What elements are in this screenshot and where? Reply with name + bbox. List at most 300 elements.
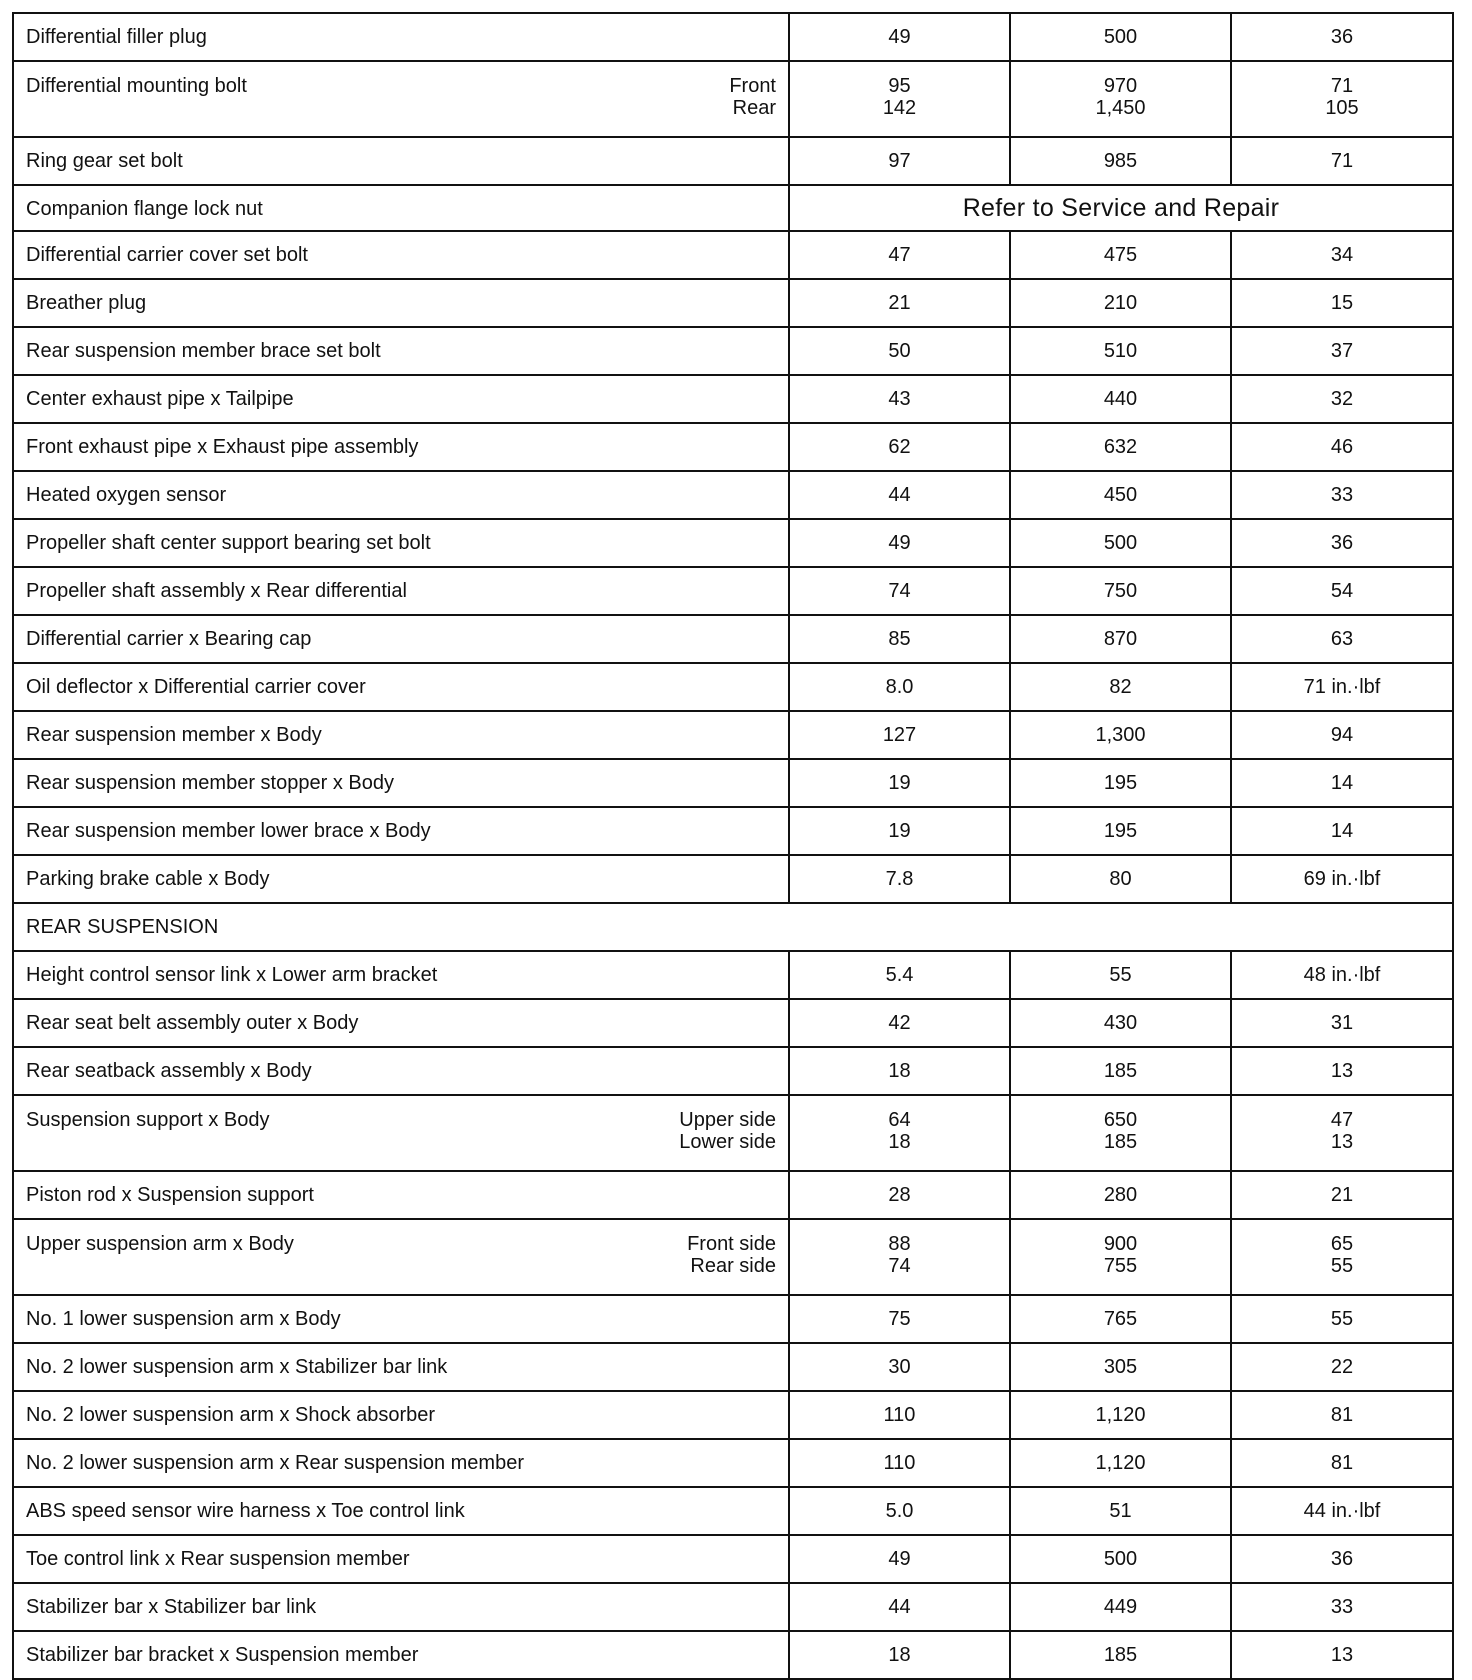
torque-value: 110 (883, 1404, 916, 1426)
description-cell (13, 1095, 789, 1171)
torque-nm-cell (789, 519, 1010, 567)
torque-value: 440 (1103, 388, 1138, 410)
torque-value: 63 (1330, 628, 1354, 650)
torque-nm-cell (789, 1095, 1010, 1171)
torque-value: 305 (1103, 1356, 1138, 1378)
torque-nm-cell (789, 375, 1010, 423)
description-wrapper (14, 14, 788, 60)
torque-value: 15 (1330, 292, 1354, 314)
torque-value: 28 (888, 1184, 911, 1206)
torque-value: 105 (1325, 97, 1359, 119)
torque-kgf-cm-cell (1010, 1219, 1231, 1295)
component-name: No. 1 lower suspension arm x Body (26, 1308, 341, 1330)
torque-value: 44 (888, 484, 911, 506)
torque-kgf-cm-cell (1010, 615, 1231, 663)
component-name: Rear suspension member lower brace x Body (26, 820, 431, 842)
component-name: Differential carrier cover set bolt (26, 244, 308, 266)
component-name: Propeller shaft assembly x Rear differential (26, 580, 407, 602)
description-wrapper (14, 760, 788, 806)
description-wrapper (14, 1584, 788, 1630)
torque-kgf-cm-cell (1010, 663, 1231, 711)
torque-ft-lbf-cell (1231, 807, 1453, 855)
component-name: ABS speed sensor wire harness x Toe control link (26, 1500, 465, 1522)
torque-value: 30 (888, 1356, 911, 1378)
torque-value: 280 (1103, 1184, 1138, 1206)
description-cell (13, 663, 789, 711)
torque-ft-lbf-cell (1231, 279, 1453, 327)
component-name: Front exhaust pipe x Exhaust pipe assembly (26, 436, 419, 458)
torque-value: 31 (1330, 1012, 1354, 1034)
position-label: Upper side (679, 1109, 776, 1131)
torque-value: 88 (888, 1233, 911, 1255)
table-row (13, 1487, 1453, 1535)
torque-value: 64 (888, 1109, 911, 1131)
torque-ft-lbf-cell (1231, 231, 1453, 279)
component-name: No. 2 lower suspension arm x Rear suspension member (26, 1452, 524, 1474)
torque-value: 42 (888, 1012, 911, 1034)
torque-value: 33 (1330, 1596, 1354, 1618)
torque-value: 37 (1330, 340, 1354, 362)
torque-nm-cell (789, 279, 1010, 327)
torque-value: 500 (1103, 26, 1138, 48)
component-name: No. 2 lower suspension arm x Stabilizer bar link (26, 1356, 448, 1378)
torque-value: 18 (888, 1131, 911, 1153)
torque-kgf-cm-cell (1010, 807, 1231, 855)
torque-nm-cell (789, 471, 1010, 519)
torque-nm-cell (789, 1391, 1010, 1439)
description-wrapper (14, 1048, 788, 1094)
component-name: Rear suspension member stopper x Body (26, 772, 394, 794)
component-name: No. 2 lower suspension arm x Shock absorber (26, 1404, 436, 1426)
torque-value: 870 (1103, 628, 1138, 650)
torque-value: 71 in.·lbf (1303, 676, 1381, 698)
torque-value: 74 (888, 580, 911, 602)
description-cell (13, 375, 789, 423)
component-name: Piston rod x Suspension support (26, 1184, 314, 1206)
torque-value: 13 (1330, 1131, 1354, 1153)
torque-kgf-cm-cell (1010, 759, 1231, 807)
description-cell (13, 1219, 789, 1295)
torque-nm-cell (789, 663, 1010, 711)
torque-kgf-cm-cell (1010, 471, 1231, 519)
position-label: Front side (687, 1233, 776, 1255)
description-cell (13, 1631, 789, 1679)
torque-value: 510 (1103, 340, 1138, 362)
description-wrapper (14, 424, 788, 470)
description-cell (13, 279, 789, 327)
description-cell (13, 567, 789, 615)
description-cell (13, 951, 789, 999)
torque-ft-lbf-cell (1231, 1391, 1453, 1439)
torque-nm-cell (789, 327, 1010, 375)
description-cell (13, 327, 789, 375)
table-row (13, 711, 1453, 759)
table-row (13, 471, 1453, 519)
description-wrapper (14, 1488, 788, 1534)
table-row (13, 519, 1453, 567)
torque-value: 81 (1330, 1404, 1354, 1426)
torque-kgf-cm-cell (1010, 951, 1231, 999)
table-row (13, 185, 1453, 231)
torque-ft-lbf-cell (1231, 1535, 1453, 1583)
torque-kgf-cm-cell (1010, 567, 1231, 615)
torque-value: 85 (888, 628, 911, 650)
torque-nm-cell (789, 855, 1010, 903)
torque-nm-cell (789, 61, 1010, 137)
description-wrapper (14, 232, 788, 278)
position-label: Rear side (690, 1255, 776, 1277)
torque-kgf-cm-cell (1010, 231, 1231, 279)
table-row (13, 375, 1453, 423)
table-row (13, 999, 1453, 1047)
description-wrapper (14, 280, 788, 326)
torque-value: 500 (1103, 1548, 1138, 1570)
description-wrapper (14, 952, 788, 998)
torque-value: 94 (1330, 724, 1354, 746)
torque-nm-cell (789, 567, 1010, 615)
torque-nm-cell (789, 137, 1010, 185)
torque-kgf-cm-cell (1010, 1439, 1231, 1487)
torque-value: 985 (1103, 150, 1138, 172)
torque-spec-table (12, 12, 1454, 1680)
torque-nm-cell (789, 1631, 1010, 1679)
torque-value: 185 (1103, 1060, 1138, 1082)
component-name: Differential carrier x Bearing cap (26, 628, 312, 650)
description-wrapper (14, 568, 788, 614)
description-wrapper (14, 1096, 788, 1170)
section-header-cell (13, 903, 1453, 951)
torque-value: 36 (1330, 1548, 1354, 1570)
component-name: Propeller shaft center support bearing set bolt (26, 532, 431, 554)
torque-ft-lbf-cell (1231, 999, 1453, 1047)
description-wrapper (14, 808, 788, 854)
table-row (13, 1535, 1453, 1583)
torque-value: 48 in.·lbf (1303, 964, 1381, 986)
torque-value: 1,300 (1095, 724, 1146, 746)
torque-ft-lbf-cell (1231, 1583, 1453, 1631)
torque-value: 71 (1330, 150, 1354, 172)
position-label: Rear (732, 97, 776, 119)
description-cell (13, 855, 789, 903)
description-cell (13, 999, 789, 1047)
component-name: Heated oxygen sensor (26, 484, 227, 506)
description-cell (13, 1171, 789, 1219)
torque-kgf-cm-cell (1010, 61, 1231, 137)
torque-value: 765 (1103, 1308, 1138, 1330)
description-cell (13, 423, 789, 471)
description-cell (13, 1535, 789, 1583)
torque-ft-lbf-cell (1231, 327, 1453, 375)
description-wrapper (14, 1632, 788, 1678)
torque-kgf-cm-cell (1010, 1535, 1231, 1583)
torque-kgf-cm-cell (1010, 999, 1231, 1047)
table-row (13, 1095, 1453, 1171)
torque-kgf-cm-cell (1010, 519, 1231, 567)
table-row (13, 1343, 1453, 1391)
torque-value: 195 (1103, 820, 1138, 842)
table-row (13, 663, 1453, 711)
description-cell (13, 1343, 789, 1391)
torque-value: 142 (882, 97, 917, 119)
description-cell (13, 711, 789, 759)
torque-value: 50 (888, 340, 911, 362)
torque-nm-cell (789, 1583, 1010, 1631)
torque-nm-cell (789, 951, 1010, 999)
torque-kgf-cm-cell (1010, 711, 1231, 759)
component-name: Rear seatback assembly x Body (26, 1060, 312, 1082)
description-cell (13, 471, 789, 519)
torque-value: 36 (1330, 532, 1354, 554)
component-name: Differential mounting bolt (26, 75, 247, 97)
torque-kgf-cm-cell (1010, 327, 1231, 375)
component-name: Rear suspension member x Body (26, 724, 322, 746)
torque-value: 127 (882, 724, 917, 746)
torque-value: 47 (1330, 1109, 1354, 1131)
torque-value: 34 (1330, 244, 1354, 266)
component-name: Upper suspension arm x Body (26, 1233, 294, 1255)
torque-value: 19 (888, 772, 911, 794)
position-labels (687, 1220, 776, 1286)
torque-value: 71 (1330, 75, 1354, 97)
table-row (13, 1391, 1453, 1439)
torque-kgf-cm-cell (1010, 137, 1231, 185)
torque-value: 5.0 (885, 1500, 914, 1522)
torque-value: 21 (888, 292, 911, 314)
torque-kgf-cm-cell (1010, 423, 1231, 471)
torque-kgf-cm-cell (1010, 855, 1231, 903)
description-wrapper (14, 664, 788, 710)
component-name: Height control sensor link x Lower arm bracket (26, 964, 438, 986)
component-name: Parking brake cable x Body (26, 868, 270, 890)
torque-spec-table-body (13, 13, 1453, 1679)
torque-ft-lbf-cell (1231, 375, 1453, 423)
torque-ft-lbf-cell (1231, 471, 1453, 519)
torque-value: 65 (1330, 1233, 1354, 1255)
description-wrapper (14, 1440, 788, 1486)
table-row (13, 279, 1453, 327)
torque-value: 450 (1103, 484, 1138, 506)
torque-kgf-cm-cell (1010, 279, 1231, 327)
torque-value: 32 (1330, 388, 1354, 410)
description-wrapper (14, 520, 788, 566)
torque-ft-lbf-cell (1231, 1219, 1453, 1295)
torque-kgf-cm-cell (1010, 1391, 1231, 1439)
torque-nm-cell (789, 231, 1010, 279)
torque-kgf-cm-cell (1010, 1295, 1231, 1343)
position-label: Lower side (679, 1131, 776, 1153)
torque-ft-lbf-cell (1231, 423, 1453, 471)
torque-value: 475 (1103, 244, 1138, 266)
component-name: Companion flange lock nut (26, 198, 263, 220)
torque-value: 21 (1330, 1184, 1354, 1206)
torque-ft-lbf-cell (1231, 951, 1453, 999)
position-labels (729, 62, 776, 128)
torque-kgf-cm-cell (1010, 1047, 1231, 1095)
position-labels (679, 1096, 776, 1162)
table-row (13, 61, 1453, 137)
description-cell (13, 137, 789, 185)
service-note-cell: Refer to Service and Repair (789, 185, 1453, 231)
torque-value: 80 (1109, 868, 1132, 890)
description-wrapper (14, 472, 788, 518)
description-wrapper (14, 616, 788, 662)
torque-value: 69 in.·lbf (1303, 868, 1381, 890)
torque-ft-lbf-cell (1231, 1047, 1453, 1095)
torque-value: 185 (1103, 1131, 1138, 1153)
description-cell (13, 185, 789, 231)
torque-ft-lbf-cell (1231, 1295, 1453, 1343)
torque-value: 19 (888, 820, 911, 842)
torque-nm-cell (789, 1535, 1010, 1583)
torque-value: 44 (888, 1596, 911, 1618)
description-wrapper (14, 1220, 788, 1294)
torque-nm-cell (789, 1439, 1010, 1487)
description-wrapper (14, 1536, 788, 1582)
description-cell (13, 1583, 789, 1631)
section-title: REAR SUSPENSION (26, 916, 219, 938)
component-name: Center exhaust pipe x Tailpipe (26, 388, 294, 410)
torque-ft-lbf-cell (1231, 567, 1453, 615)
torque-kgf-cm-cell (1010, 1171, 1231, 1219)
torque-value: 1,120 (1095, 1404, 1146, 1426)
torque-value: 81 (1330, 1452, 1354, 1474)
description-wrapper (14, 186, 788, 230)
component-name: Ring gear set bolt (26, 150, 183, 172)
torque-ft-lbf-cell (1231, 1171, 1453, 1219)
component-name: Breather plug (26, 292, 147, 314)
description-wrapper (14, 376, 788, 422)
component-name: Rear suspension member brace set bolt (26, 340, 381, 362)
table-row (13, 1295, 1453, 1343)
torque-ft-lbf-cell (1231, 137, 1453, 185)
torque-value: 500 (1103, 532, 1138, 554)
torque-ft-lbf-cell (1231, 61, 1453, 137)
torque-kgf-cm-cell (1010, 1487, 1231, 1535)
torque-nm-cell (789, 1047, 1010, 1095)
torque-kgf-cm-cell (1010, 1095, 1231, 1171)
torque-value: 43 (888, 388, 911, 410)
torque-ft-lbf-cell (1231, 711, 1453, 759)
torque-value: 74 (888, 1255, 911, 1277)
description-wrapper (14, 1000, 788, 1046)
torque-kgf-cm-cell (1010, 13, 1231, 61)
torque-value: 1,120 (1095, 1452, 1146, 1474)
description-wrapper (14, 1344, 788, 1390)
torque-value: 62 (888, 436, 911, 458)
table-row (13, 807, 1453, 855)
torque-value: 75 (888, 1308, 911, 1330)
description-cell (13, 1487, 789, 1535)
torque-value: 49 (888, 1548, 911, 1570)
description-cell (13, 519, 789, 567)
torque-value: 5.4 (885, 964, 914, 986)
torque-value: 18 (888, 1060, 911, 1082)
torque-value: 13 (1330, 1060, 1354, 1082)
torque-value: 54 (1330, 580, 1354, 602)
description-cell (13, 615, 789, 663)
description-wrapper (14, 138, 788, 184)
torque-value: 95 (888, 75, 911, 97)
torque-value: 97 (888, 150, 911, 172)
table-row (13, 1047, 1453, 1095)
torque-value: 195 (1103, 772, 1138, 794)
table-row (13, 759, 1453, 807)
description-wrapper (14, 1392, 788, 1438)
torque-kgf-cm-cell (1010, 1583, 1231, 1631)
torque-value: 33 (1330, 484, 1354, 506)
torque-ft-lbf-cell (1231, 615, 1453, 663)
torque-value: 22 (1330, 1356, 1354, 1378)
component-name: Suspension support x Body (26, 1109, 270, 1131)
component-name: Stabilizer bar bracket x Suspension member (26, 1644, 419, 1666)
torque-value: 430 (1103, 1012, 1138, 1034)
torque-value: 970 (1103, 75, 1138, 97)
table-row (13, 423, 1453, 471)
torque-kgf-cm-cell (1010, 1631, 1231, 1679)
torque-nm-cell (789, 711, 1010, 759)
torque-nm-cell (789, 615, 1010, 663)
table-row (13, 567, 1453, 615)
torque-value: 449 (1103, 1596, 1138, 1618)
torque-value: 110 (883, 1452, 916, 1474)
torque-ft-lbf-cell (1231, 519, 1453, 567)
torque-value: 47 (888, 244, 911, 266)
torque-ft-lbf-cell (1231, 1095, 1453, 1171)
torque-value: 14 (1330, 820, 1354, 842)
table-row (13, 13, 1453, 61)
torque-value: 49 (888, 26, 911, 48)
torque-value: 44 in.·lbf (1303, 1500, 1381, 1522)
description-cell (13, 807, 789, 855)
description-wrapper (14, 712, 788, 758)
description-cell (13, 13, 789, 61)
torque-value: 18 (888, 1644, 911, 1666)
torque-value: 8.0 (885, 676, 914, 698)
description-wrapper (14, 1172, 788, 1218)
torque-value: 900 (1103, 1233, 1138, 1255)
torque-kgf-cm-cell (1010, 1343, 1231, 1391)
torque-value: 650 (1103, 1109, 1138, 1131)
description-cell (13, 231, 789, 279)
torque-value: 82 (1109, 676, 1132, 698)
component-name: Rear seat belt assembly outer x Body (26, 1012, 359, 1034)
description-wrapper (14, 62, 788, 136)
torque-value: 55 (1330, 1255, 1354, 1277)
torque-value: 750 (1103, 580, 1138, 602)
table-row (13, 1219, 1453, 1295)
torque-value: 1,450 (1095, 97, 1146, 119)
torque-ft-lbf-cell (1231, 663, 1453, 711)
torque-ft-lbf-cell (1231, 1487, 1453, 1535)
table-row (13, 327, 1453, 375)
table-row (13, 1171, 1453, 1219)
table-row (13, 951, 1453, 999)
torque-value: 14 (1330, 772, 1354, 794)
torque-value: 210 (1103, 292, 1138, 314)
torque-value: 49 (888, 532, 911, 554)
table-row (13, 231, 1453, 279)
torque-value: 13 (1330, 1644, 1354, 1666)
description-cell (13, 1391, 789, 1439)
component-name: Oil deflector x Differential carrier cover (26, 676, 366, 698)
description-cell (13, 61, 789, 137)
component-name: Stabilizer bar x Stabilizer bar link (26, 1596, 317, 1618)
table-row (13, 137, 1453, 185)
torque-value: 632 (1103, 436, 1138, 458)
torque-value: 185 (1103, 1644, 1138, 1666)
torque-nm-cell (789, 1295, 1010, 1343)
torque-kgf-cm-cell (1010, 375, 1231, 423)
